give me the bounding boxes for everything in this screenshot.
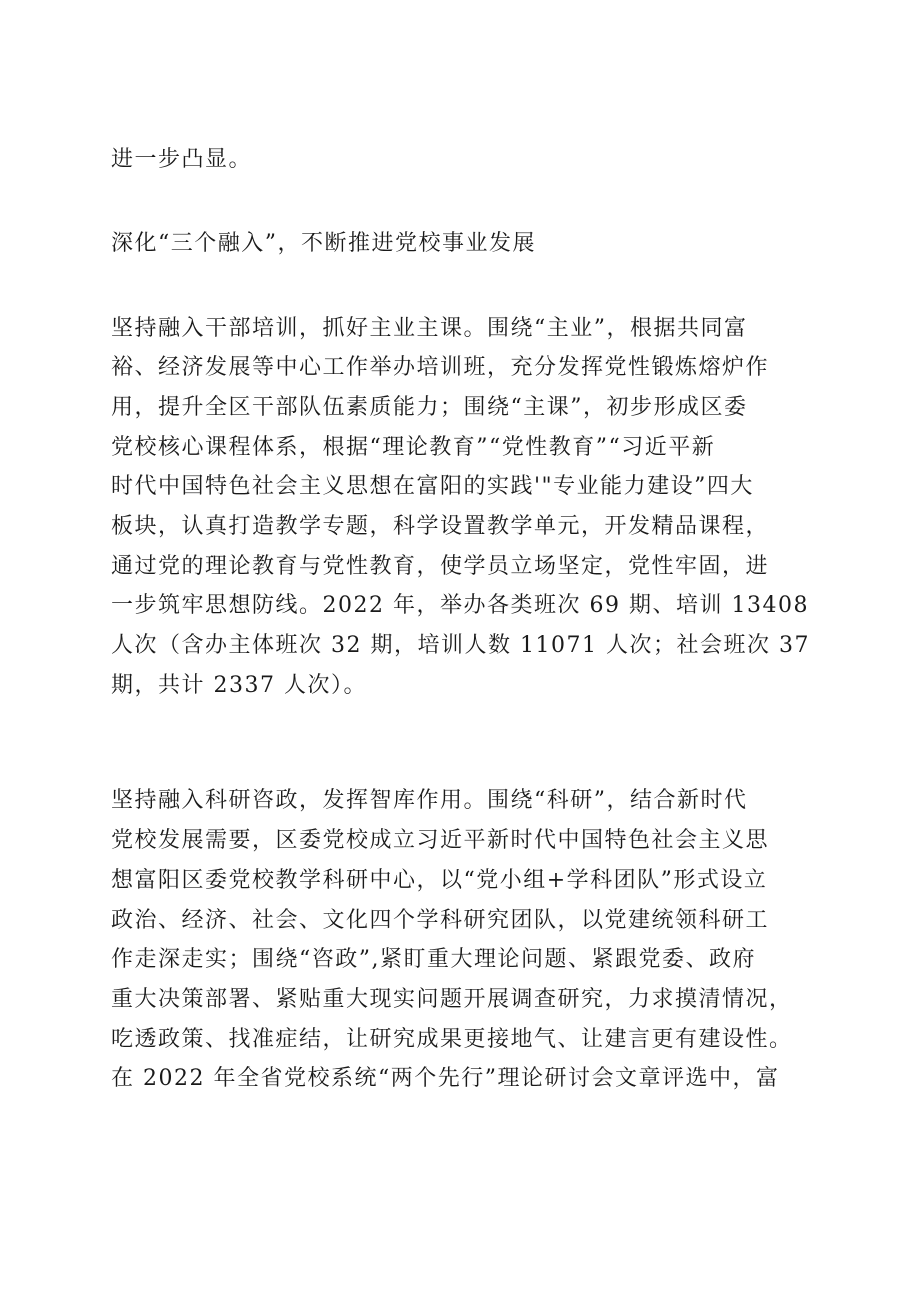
intro-tail-text: 进一步凸显。 <box>111 147 253 172</box>
paragraph-line: 一步筑牢思想防线。2022 年，举办各类班次 69 期、培训 13408 <box>111 593 809 618</box>
paragraph-line: 通过党的理论教育与党性教育，使学员立场坚定，党性牢固，进 <box>111 554 770 579</box>
paragraph-line: 期，共计 2337 人次）。 <box>111 673 367 698</box>
paragraph-line: 党校发展需要，区委党校成立习近平新时代中国特色社会主义思 <box>111 828 770 853</box>
section-heading: 深化“三个融入”，不断推进党校事业发展 <box>111 231 536 256</box>
paragraph-line: 吃透政策、找准症结，让研究成果更接地气、让建言更有建设性。 <box>111 1027 793 1052</box>
paragraph-line: 想富阳区委党校教学科研中心，以“党小组+学科团队”形式设立 <box>111 868 768 893</box>
paragraph-line: 裕、经济发展等中心工作举办培训班，充分发挥党性锻炼熔炉作 <box>111 355 770 380</box>
paragraph-line: 政治、经济、社会、文化四个学科研究团队，以党建统领科研工 <box>111 908 770 933</box>
paragraph-line: 坚持融入干部培训，抓好主业主课。围绕“主业”，根据共同富 <box>111 316 748 341</box>
paragraph-line: 用，提升全区干部队伍素质能力；围绕“主课”，初步形成区委 <box>111 395 748 420</box>
paragraph-line: 作走深走实；围绕“咨政”,紧盯重大理论问题、紧跟党委、政府 <box>111 947 756 972</box>
paragraph-line: 板块，认真打造教学专题，科学设置教学单元，开发精品课程， <box>111 514 770 539</box>
paragraph-line: 党校核心课程体系，根据“理论教育”“党性教育”“习近平新 <box>111 435 716 460</box>
paragraph-line: 坚持融入科研咨政，发挥智库作用。围绕“科研”，结合新时代 <box>111 788 748 813</box>
paragraph-line: 重大决策部署、紧贴重大现实问题开展调查研究，力求摸清情况， <box>111 987 793 1012</box>
paragraph-line: 人次（含办主体班次 32 期，培训人数 11071 人次；社会班次 37 <box>111 633 810 658</box>
paragraph-line: 时代中国特色社会主义思想在富阳的实践'"专业能力建设”四大 <box>111 474 754 499</box>
paragraph-line: 在 2022 年全省党校系统“两个先行”理论研讨会文章评选中，富 <box>111 1066 780 1091</box>
